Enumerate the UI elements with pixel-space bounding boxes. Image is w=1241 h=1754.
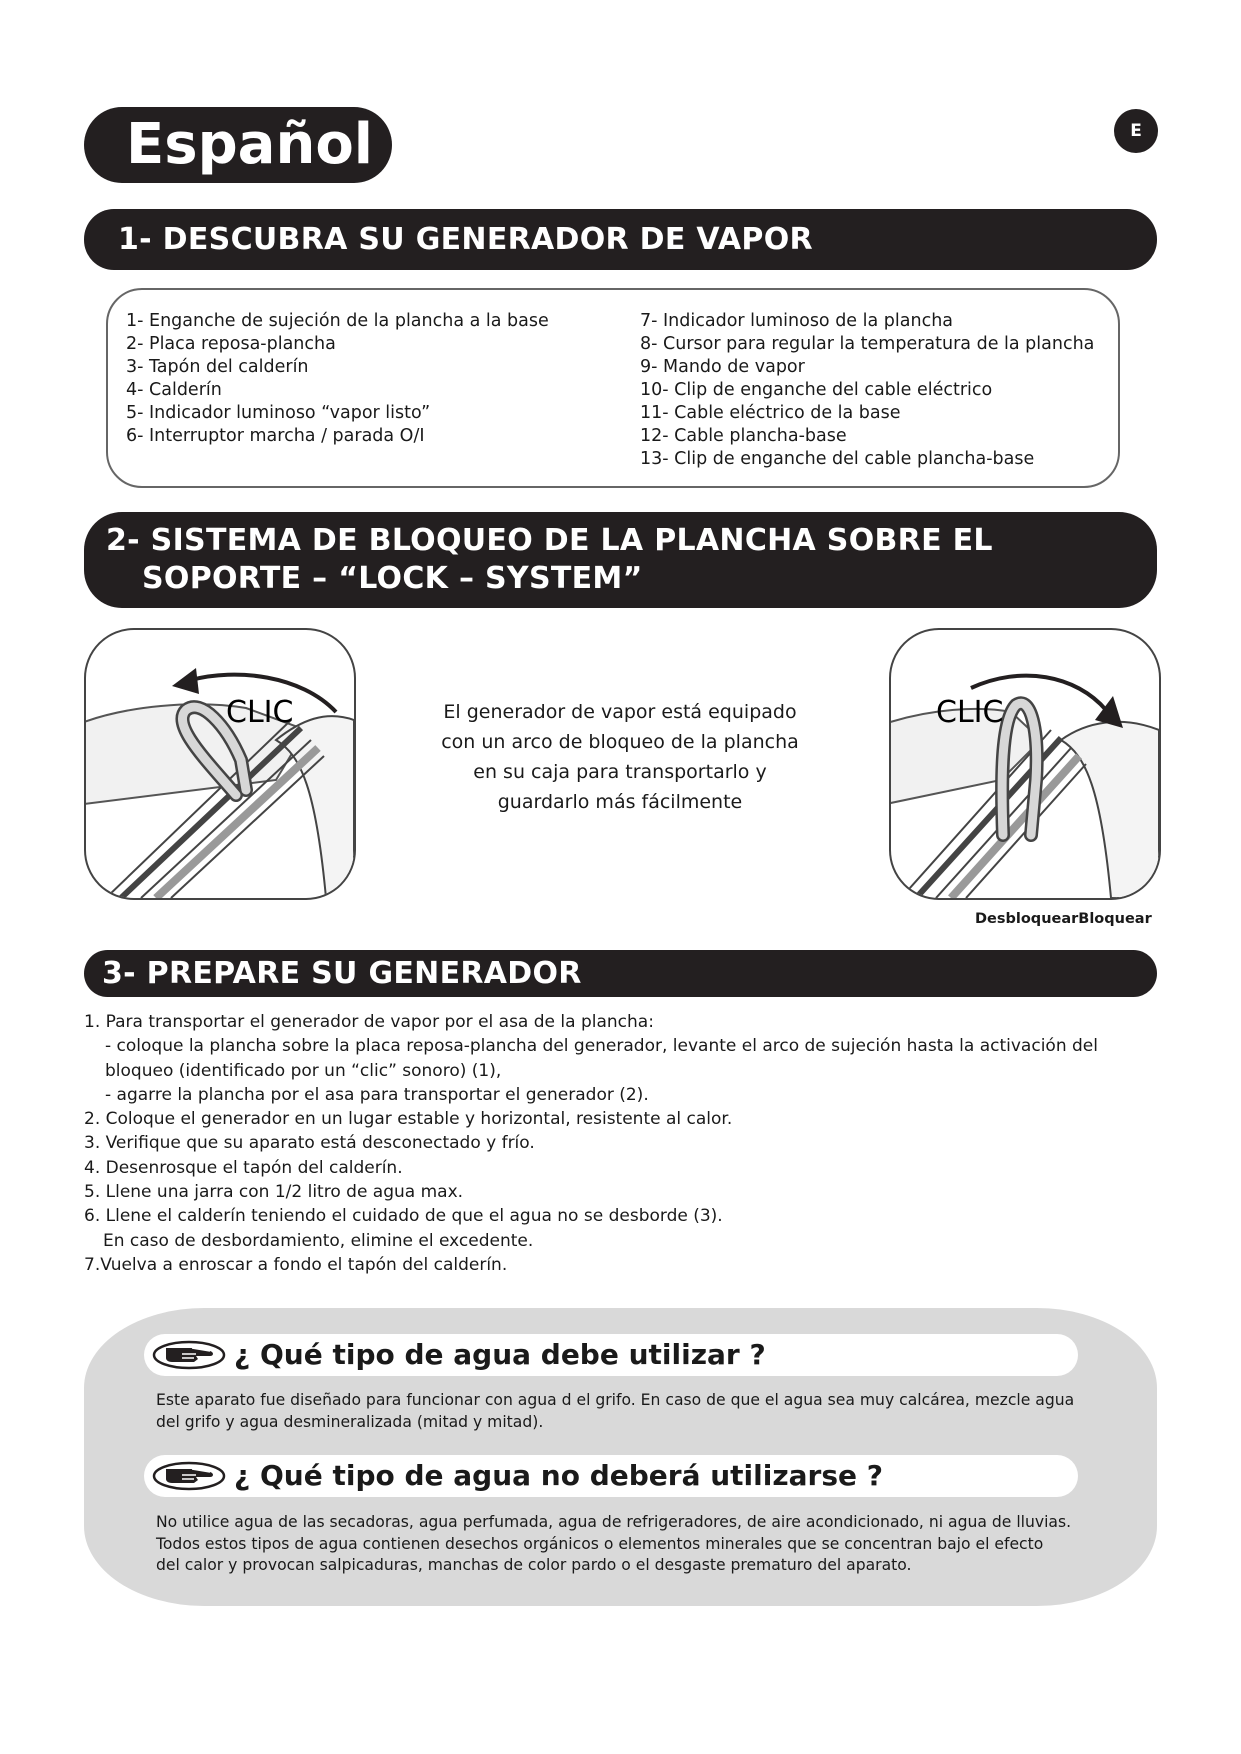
part-item: 7- Indicador luminoso de la plancha: [640, 311, 954, 331]
iron-lock-clip-illustration-unlock: [84, 628, 356, 900]
question-title-1: ¿ Qué tipo de agua debe utilizar ?: [234, 1338, 766, 1371]
step-line: 5. Llene una jarra con 1/2 litro de agua max.: [84, 1182, 464, 1203]
answer-line: Este aparato fue diseñado para funcionar con agua d el grifo. En caso de que el agua sea muy calcárea, mezcle agua: [156, 1391, 1075, 1409]
answer-line: del calor y provocan salpicaduras, manchas de color pardo o el desgaste prematuro del aparato.: [156, 1556, 912, 1574]
part-item: 2- Placa reposa-plancha: [126, 334, 336, 354]
part-item: 6- Interruptor marcha / parada O/I: [126, 426, 425, 446]
section-2-title: [84, 512, 1157, 608]
part-item: 10- Clip de enganche del cable eléctrico: [640, 380, 993, 400]
section-1-title: 1- DESCUBRA SU GENERADOR DE VAPOR: [84, 209, 1157, 270]
answer-line: del grifo y agua desmineralizada (mitad y mitad).: [156, 1412, 544, 1431]
pointing-hand-icon: [152, 1340, 226, 1370]
part-item: 3- Tapón del calderín: [126, 357, 309, 377]
step-line: 7.Vuelva a enroscar a fondo el tapón del calderín.: [84, 1254, 508, 1275]
language-badge: E: [1114, 109, 1158, 153]
step-line: 6. Llene el calderín teniendo el cuidado de que el agua no se desborde (3).: [84, 1206, 723, 1227]
question-header-2: [144, 1455, 1078, 1497]
lock-description-line: El generador de vapor está equipado: [443, 701, 797, 723]
step-line: - coloque la plancha sobre la placa reposa-plancha del generador, levante el arco de sujeción hasta la activación del: [105, 1036, 1098, 1057]
answer-line: No utilice agua de las secadoras, agua perfumada, agua de refrigeradores, de aire acondicionado, ni agua de lluvias.: [156, 1513, 1072, 1531]
question-title-2: ¿ Qué tipo de agua no deberá utilizarse ?: [234, 1459, 883, 1492]
step-line: 2. Coloque el generador en un lugar estable y horizontal, resistente al calor.: [84, 1109, 733, 1130]
part-item: 8- Cursor para regular la temperatura de la plancha: [640, 334, 1095, 354]
parts-list-left: [126, 310, 549, 448]
preparation-steps: [84, 1010, 1164, 1277]
lock-description: [400, 697, 840, 817]
step-line: bloqueo (identificado por un “clic” sonoro) (1),: [105, 1060, 502, 1081]
step-line: 3. Verifique que su aparato está desconectado y frío.: [84, 1133, 535, 1154]
parts-list-box: [106, 288, 1120, 488]
step-line: En caso de desbordamiento, elimine el excedente.: [103, 1230, 534, 1251]
answer-text-1: [156, 1390, 1116, 1433]
clic-label-left: CLIC: [226, 695, 294, 730]
part-item: 13- Clip de enganche del cable plancha-base: [640, 449, 1035, 469]
part-item: 9- Mando de vapor: [640, 357, 805, 377]
answer-line: Todos estos tipos de agua contienen desechos orgánicos o elementos minerales que se concentran bajo el efecto: [156, 1534, 1044, 1553]
lock-description-line: con un arco de bloqueo de la plancha: [441, 731, 799, 753]
pointing-hand-icon: [152, 1461, 226, 1491]
part-item: 5- Indicador luminoso “vapor listo”: [126, 403, 431, 423]
lock-caption: DesbloquearBloquear: [975, 911, 1152, 927]
step-line: 4. Desenrosque el tapón del calderín.: [84, 1157, 403, 1178]
clic-label-right: CLIC: [936, 695, 1004, 730]
parts-list-right: [640, 310, 1094, 471]
section-2-title-line1: 2- SISTEMA DE BLOQUEO DE LA PLANCHA SOBRE EL: [106, 523, 993, 558]
step-line: 1. Para transportar el generador de vapor por el asa de la plancha:: [84, 1012, 654, 1032]
part-item: 11- Cable eléctrico de la base: [640, 403, 901, 423]
water-info-panel: [84, 1308, 1157, 1606]
iron-lock-clip-illustration-lock: [889, 628, 1161, 900]
lock-description-line: guardarlo más fácilmente: [497, 791, 743, 813]
step-line: - agarre la plancha por el asa para transportar el generador (2).: [105, 1084, 649, 1105]
part-item: 12- Cable plancha-base: [640, 426, 847, 446]
part-item: 4- Calderín: [126, 380, 222, 400]
lock-description-line: en su caja para transportarlo y: [473, 761, 767, 783]
answer-text-2: [156, 1512, 1116, 1577]
section-2-title-line2: SOPORTE – “LOCK – SYSTEM”: [142, 561, 643, 596]
question-header-1: [144, 1334, 1078, 1376]
part-item: 1- Enganche de sujeción de la plancha a la base: [126, 311, 549, 331]
section-3-title: 3- PREPARE SU GENERADOR: [84, 950, 1157, 997]
language-title: Español: [84, 107, 392, 183]
